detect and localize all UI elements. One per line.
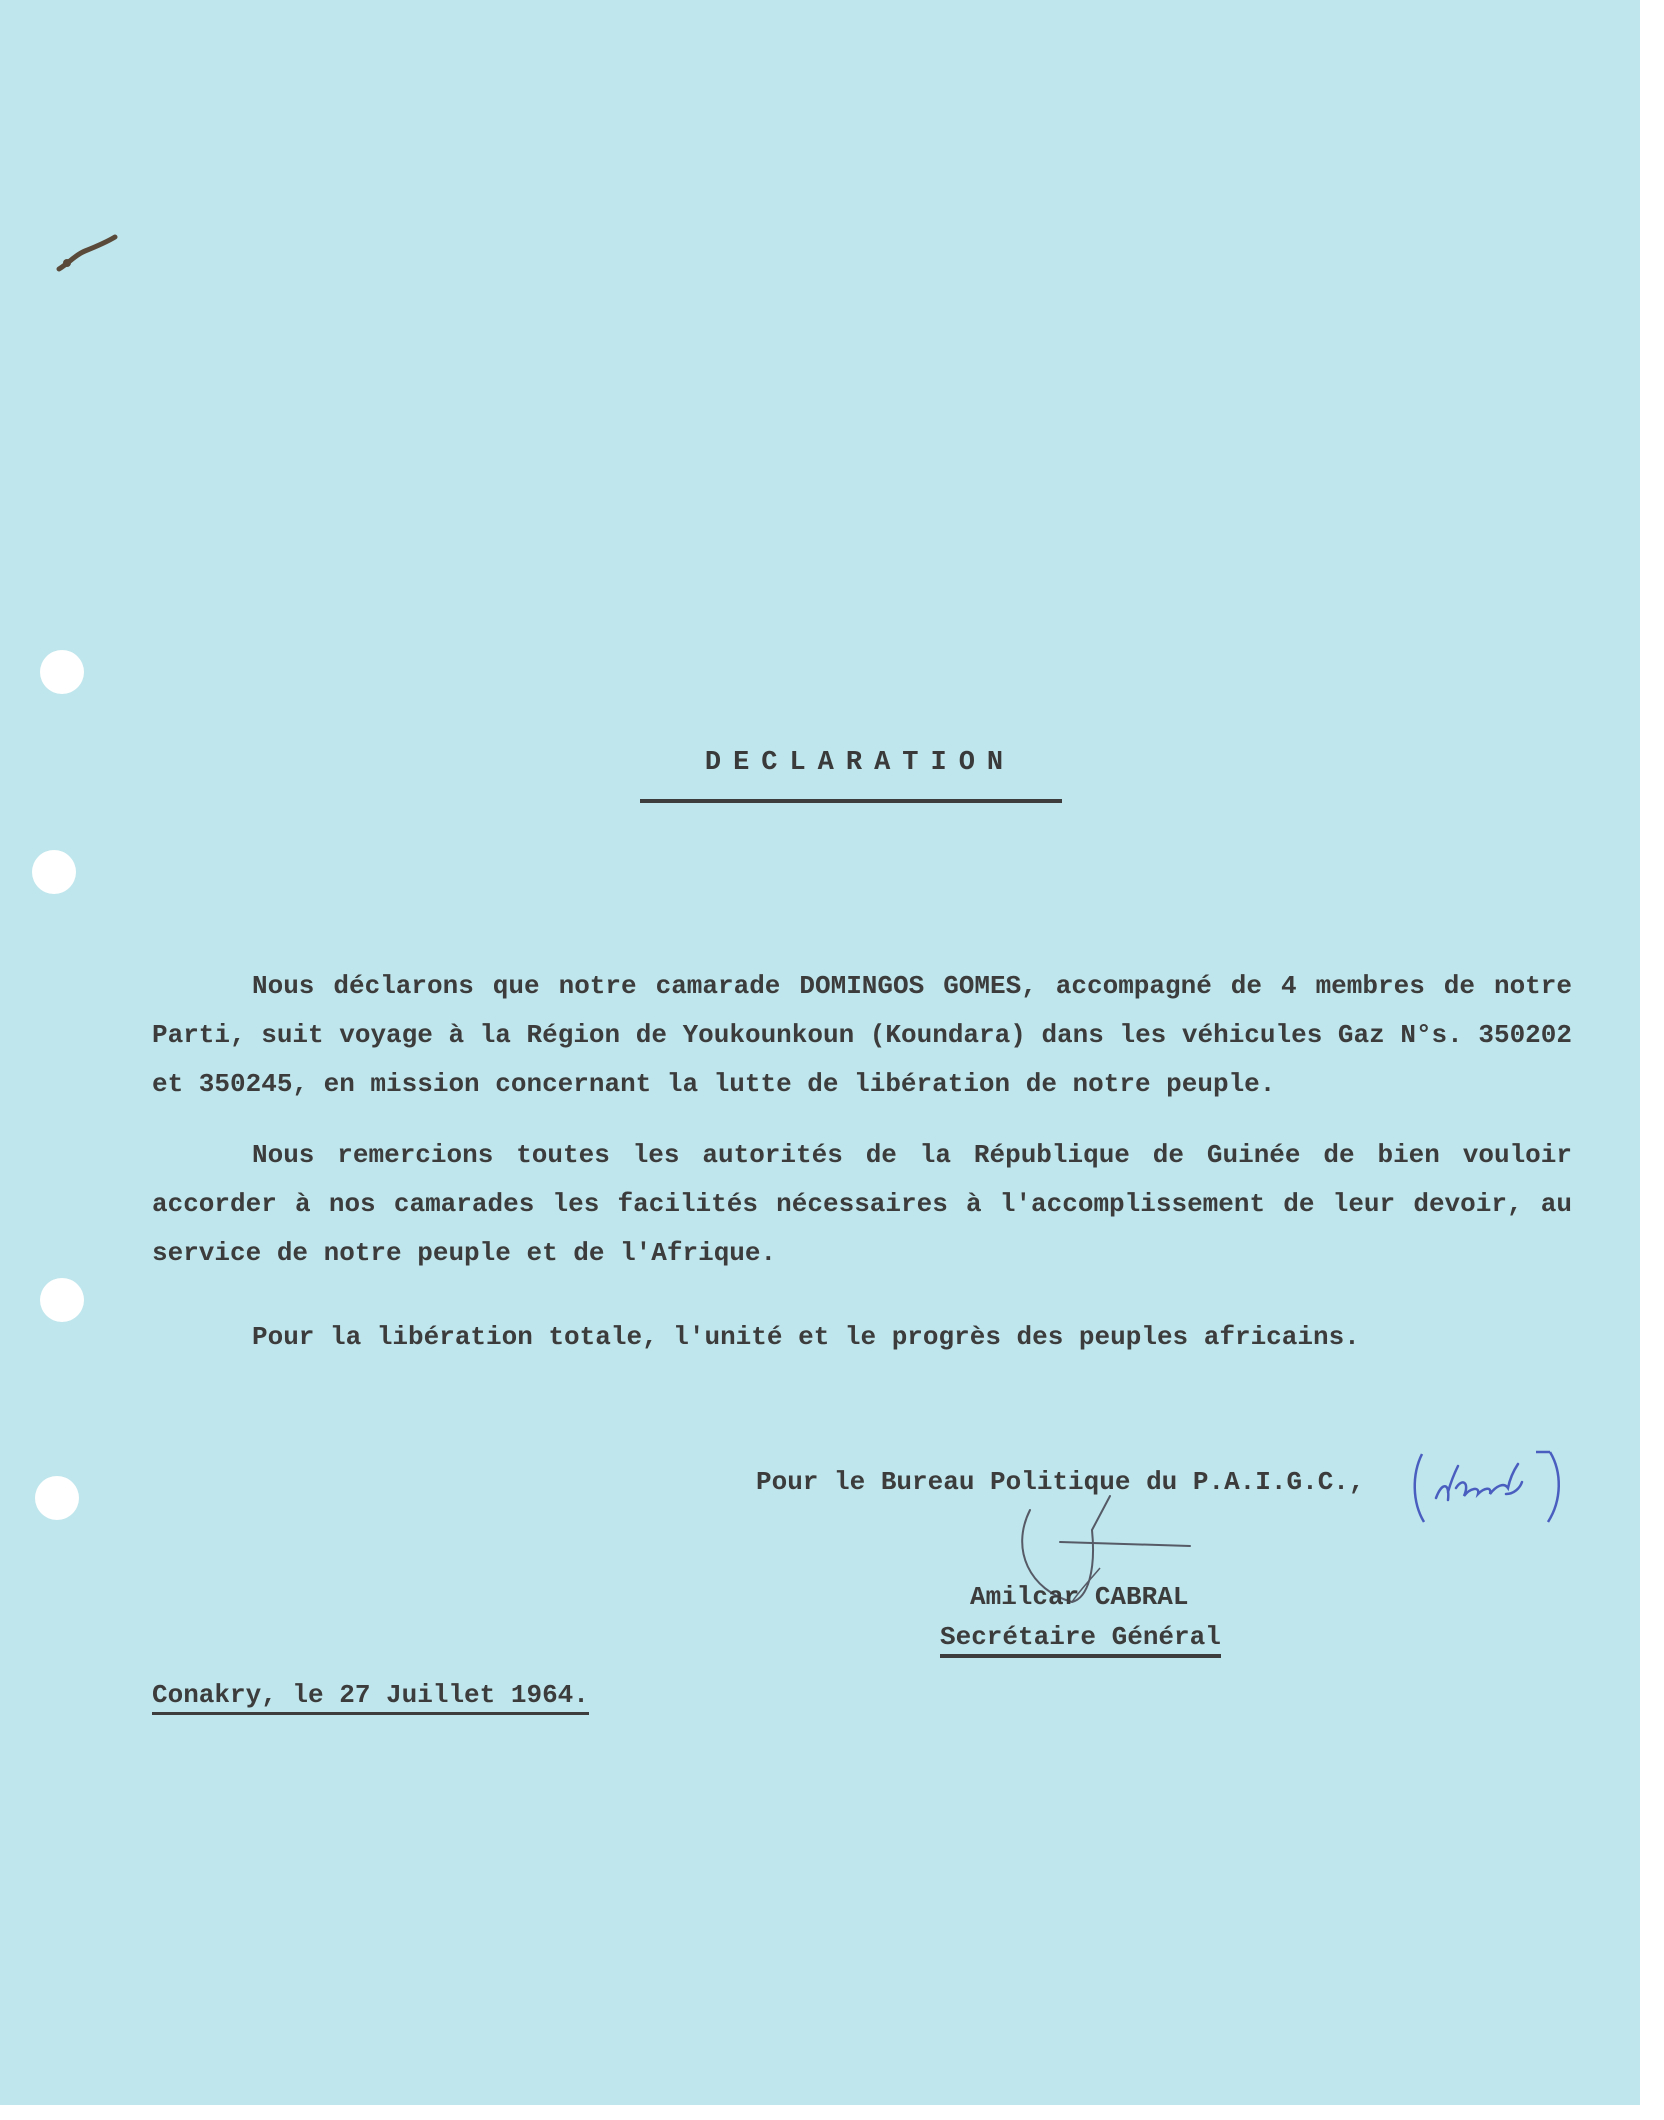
signer-name: Amilcar CABRAL (970, 1582, 1189, 1612)
paragraph: Nous remercions toutes les autorités de la République de Guinée de bien vouloir accorder à nos camarades les facilités nécessaires à l'accomplissement de leur devoir, au service de notre peuple et de l'Afrique. (152, 1140, 1572, 1268)
signature-for-line: Pour le Bureau Politique du P.A.I.G.C., (756, 1467, 1365, 1497)
paragraph: Nous déclarons que notre camarade DOMINGOS GOMES, accompagné de 4 membres de notre Parti, suit voyage à la Région de Youkounkoun (Koundara) dans les véhicules Gaz N°s. 350202 et 350245, en mission concernant la lutte de libération de notre peuple. (152, 971, 1572, 1099)
closing-line: Pour la libération totale, l'unité et le progrès des peuples africains. (252, 1322, 1360, 1352)
punch-hole (35, 1476, 79, 1520)
ink-mark-icon (55, 233, 119, 273)
place-and-date: Conakry, le 27 Juillet 1964. (152, 1680, 589, 1715)
document-title: DECLARATION (704, 748, 1016, 778)
scan-margin (1640, 0, 1664, 2120)
declaration-body (152, 962, 1572, 1300)
punch-hole (40, 1278, 84, 1322)
punch-hole (40, 650, 84, 694)
signer-position: Secrétaire Général (940, 1622, 1221, 1658)
title-underline (640, 799, 1062, 803)
punch-hole (32, 850, 76, 894)
scan-margin (0, 2105, 1664, 2120)
handwritten-absent-note (1410, 1448, 1570, 1528)
